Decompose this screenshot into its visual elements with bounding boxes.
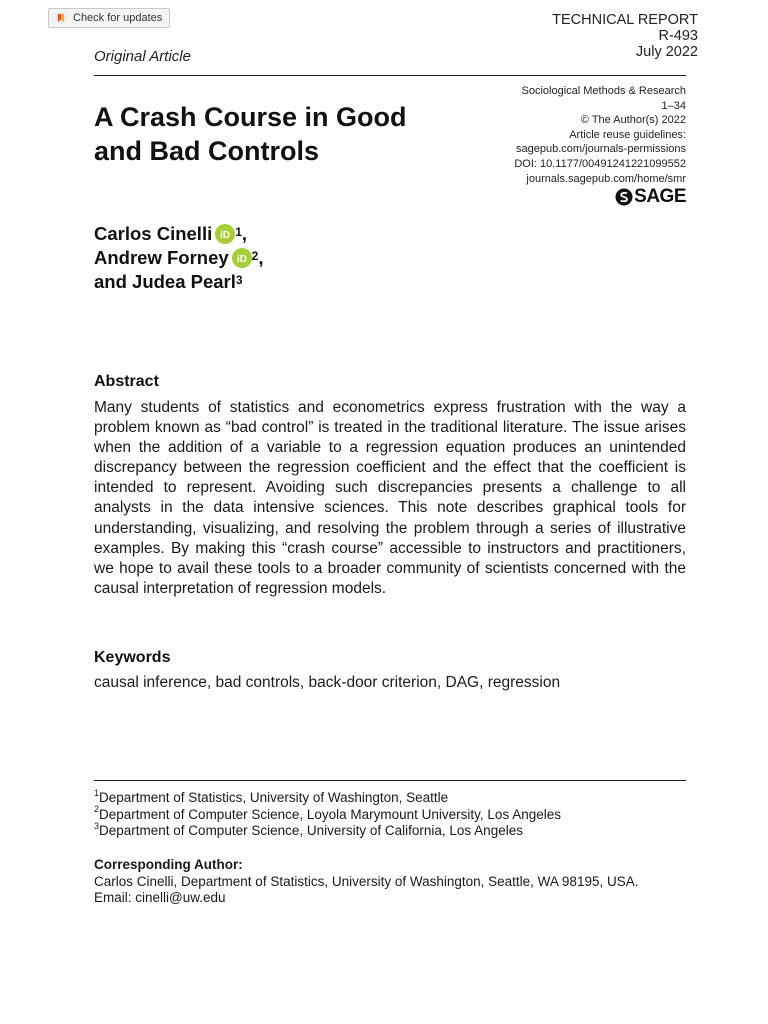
author-entry: Carlos Cinelli iD $^1$ , [94,223,248,244]
header-rule [94,75,686,76]
check-for-updates-button[interactable] [48,8,170,28]
affiliation-item [94,804,561,824]
author-name: and Judea Pearl [94,271,236,292]
journal-info [514,84,686,186]
author-entry: Andrew Forney iD $^2$ , [94,247,264,268]
corresponding-author [94,857,638,907]
journal-reuse: Article reuse guidelines: [569,128,686,141]
affiliation-number: 2 [94,804,100,814]
author-name: Carlos Cinelli [94,223,213,244]
tech-report-label: TECHNICAL REPORT [552,12,698,28]
sage-s-icon [615,188,633,206]
title-line-2: and Bad Controls [94,136,320,166]
keywords-text: causal inference, bad controls, back-door criterion, DAG, regression [94,674,561,691]
orcid-icon[interactable] [232,248,252,268]
keywords-heading: Keywords [94,649,171,666]
journal-pages: 1–34 [661,99,686,112]
author-entry: and Judea Pearl $^3$ [94,271,243,292]
affiliation-number: 1 [94,787,100,798]
badge-label: Check for updates [73,12,163,24]
tech-report-number: R-493 [658,28,698,44]
author-separator: , [258,247,264,268]
corresponding-author-address: Carlos Cinelli, Department of Statistics, University of Washington, Seattle, WA 98195, USA. [94,873,639,889]
svg-text:iD: iD [220,230,231,241]
affiliation-text: Department of Computer Science, Loyola Marymount University, Los Angeles [99,806,561,822]
journal-name: Sociological Methods & Research [521,85,686,97]
sage-logo [615,186,686,208]
journal-doi[interactable]: DOI: 10.1177/00491241221099552 [514,157,686,170]
affiliation-number: 3 [94,820,100,831]
affiliation-item [94,787,561,807]
author-list [94,222,264,294]
article-type: Original Article [94,48,191,65]
paper-title [94,100,474,168]
svg-text:iD: iD [236,254,247,265]
footnote-rule [94,780,686,781]
affiliations [94,787,561,840]
affiliation-item [94,820,561,840]
corresponding-author-label: Corresponding Author: [94,857,243,872]
journal-homepage-link[interactable]: journals.sagepub.com/home/smr [526,172,686,185]
title-line-1: A Crash Course in Good [94,102,407,132]
abstract-heading: Abstract [94,373,159,390]
technical-report-header [552,12,698,60]
author-separator: , [241,223,248,244]
author-name: Andrew Forney [94,247,229,268]
sage-wordmark: SAGE [634,186,686,207]
abstract-text: Many students of statistics and econometrics express frustration with the way a problem known as “bad control” is treated in the traditional literature. The issue arises when the addition of a variable to a regression equation produces an unintended discrepancy between the regression coefficient and the effect that the coefficient is intended to represent. Avoiding such discrepancies presents a challenge to all analysts in the data intensive sciences. This note describes graphical tools for understanding, visualizing, and resolving the problem through a series of illustrative examples. By making this “crash course” accessible to instructors and practitioners, we hope to avail these tools to a broader community of scientists concerned with the causal interpretation of regression models. [94,399,686,597]
bookmark-ribbon-icon [55,12,67,24]
affiliation-text: Department of Computer Science, University of California, Los Angeles [99,823,523,838]
journal-copyright: © The Author(s) 2022 [580,114,686,127]
tech-report-date: July 2022 [635,44,698,60]
affiliation-text: Department of Statistics, University of Washington, Seattle [99,790,449,805]
corresponding-author-email[interactable]: Email: cinelli@uw.edu [94,890,226,905]
journal-permissions-link[interactable]: sagepub.com/journals-permissions [516,143,686,156]
orcid-icon[interactable] [215,224,235,244]
